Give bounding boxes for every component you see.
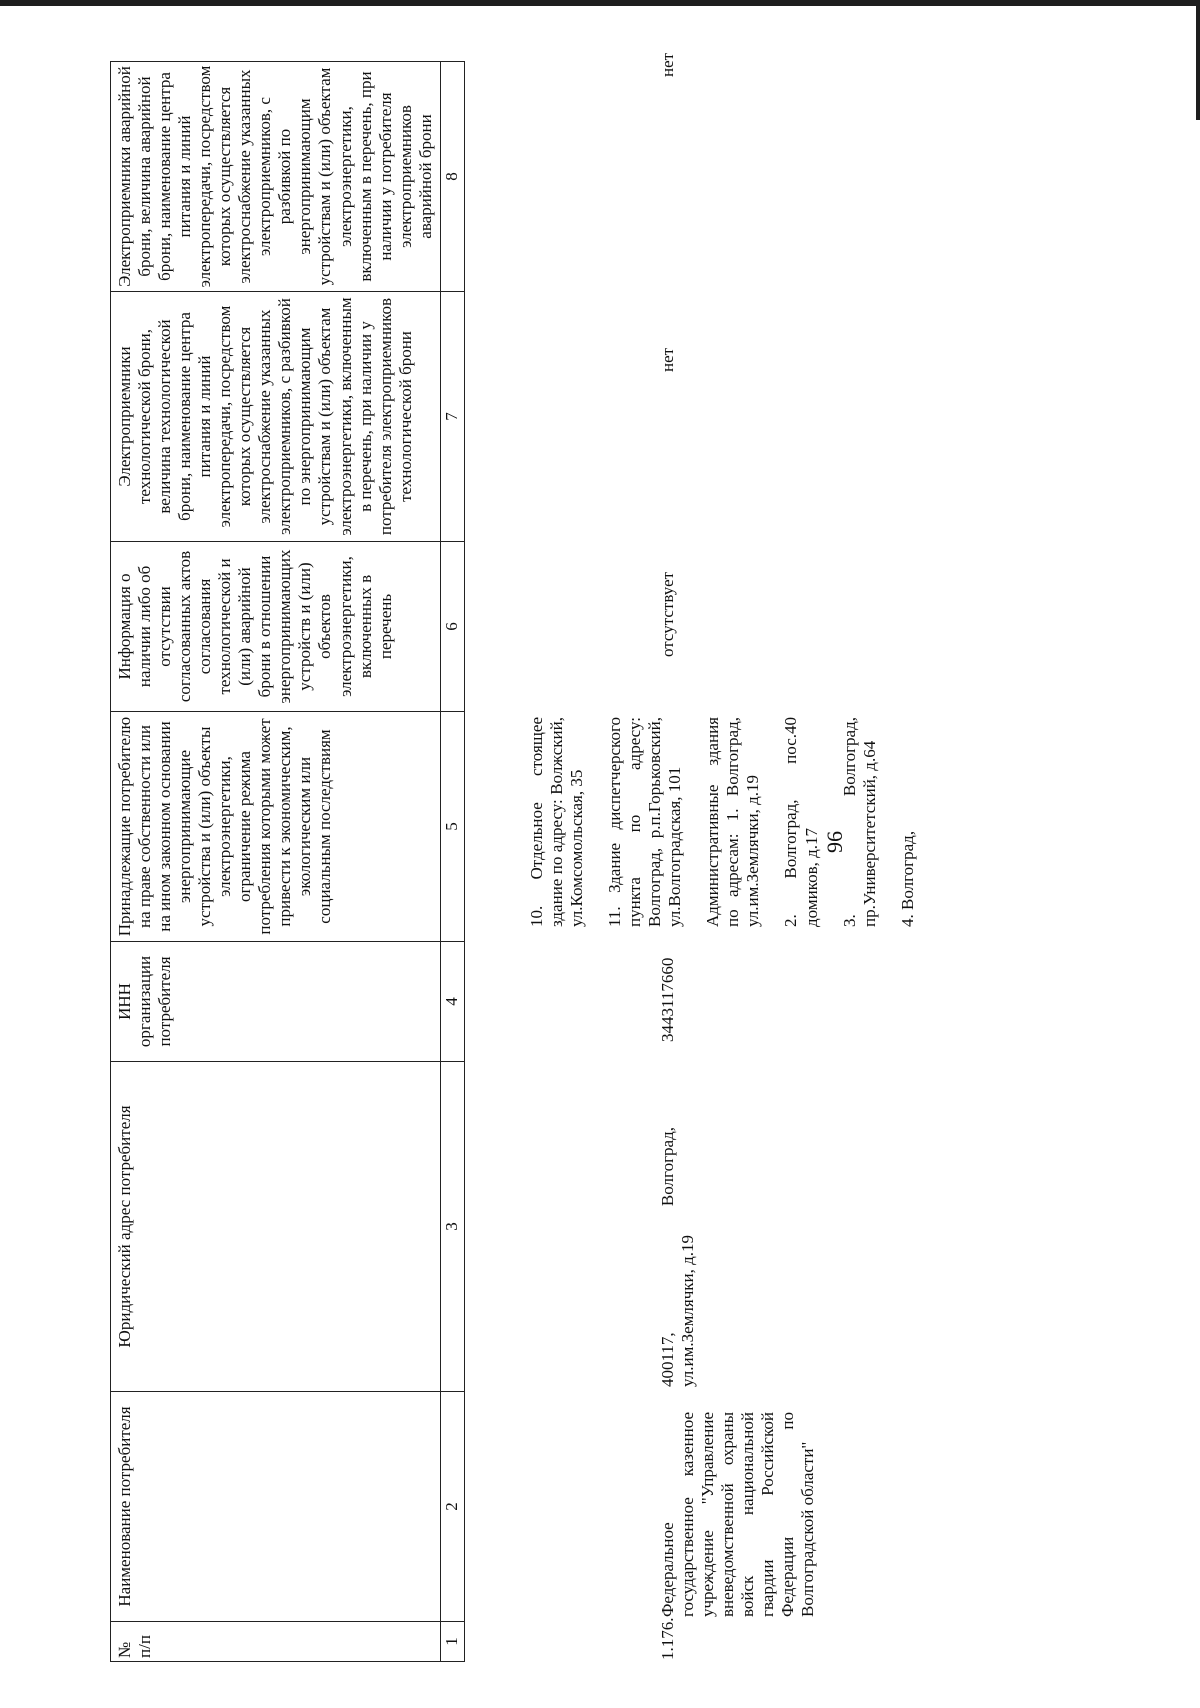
document-page-landscape [50, 12, 1080, 1662]
previous-object-item: 10. Отдельное стоящее здание по адресу: Волжский, ул.Комсомольская, 35 [527, 717, 587, 927]
consumer-name: Федеральное государственное казенное учреждение "Управление вневедомственной охраны войск национальной гвардии Российской Федерации по Волгоградской области" [658, 1412, 818, 1617]
header-emergency-reserve: Электроприемники аварийной брони, величина аварийной брони, наименование центра питания и линий электропередачи, посредством которых осуществляется электроснабжение указанных электроприемников, с разбивкой по энергопринимающим устройствам и (или) объектам электроэнергетики, включенным в перечень, при наличии у потребителя электроприемников аварийной брони [111, 62, 441, 292]
object-item: 3. Волгоград, пр.Университетский, д.64 [839, 717, 879, 927]
column-numbers-row [440, 62, 464, 1662]
consumers-table [110, 61, 465, 1662]
object-item: 4. Волгоград, [897, 830, 917, 927]
previous-object-item: 11. Здание диспетчерского пункта по адресу: Волгоград, р.п.Горьковский, ул.Волгоградская, 101 [605, 717, 685, 927]
page-number: 96 [822, 831, 847, 853]
header-consumer-name: Наименование потребителя [111, 1392, 441, 1622]
column-number: 6 [440, 542, 464, 712]
objects-list [527, 717, 936, 927]
column-number: 7 [440, 292, 464, 542]
legal-address: 400117, Волгоград, ул.им.Землячки, д.19 [658, 1127, 698, 1387]
header-technological-reserve: Электроприемники технологической брони, величина технологической брони, наименование центра питания и линий электропередачи, посредством которых осуществляется электроснабжение указанных электроприемников, с разбивкой по энергопринимающим устройствам и (или) объектам электроэнергетики, включенным в перечень, при наличии у потребителя электроприемников технологической брони [111, 292, 441, 542]
scan-edge-top [0, 0, 1200, 6]
table-header-row [111, 62, 441, 1662]
header-devices: Принадлежащие потребителю на праве собственности или на ином законном основании энергопринимающие устройства и (или) объекты электроэнергетики, ограничение режима потребления которыми может привести к экономическим, экологическим или социальным последствиям [111, 712, 441, 942]
acts-info-value: отсутствует [658, 571, 677, 657]
column-number: 2 [440, 1392, 464, 1622]
column-number: 3 [440, 1062, 464, 1392]
column-number: 8 [440, 62, 464, 292]
header-acts-info: Информация о наличии либо об отсутствии согласованных актов согласования технологической и (или) аварийной брони в отношении энергопринимающих устройств и (или) объектов электроэнергетики, включенных в перечень [111, 542, 441, 712]
header-inn: ИНН организации потребителя [111, 942, 441, 1062]
object-item: 2. Волгоград, пос.40 домиков, д.17 [781, 717, 821, 927]
header-number: № п/п [111, 1622, 441, 1662]
technological-reserve-value: нет [658, 347, 677, 372]
column-number: 4 [440, 942, 464, 1062]
header-legal-address: Юридический адрес потребителя [111, 1062, 441, 1392]
scan-edge-right [1196, 0, 1200, 120]
object-item: Административные здания по адресам: 1. Волгоград, ул.им.Землячки, д.19 [703, 717, 763, 927]
emergency-reserve-value: нет [658, 52, 677, 77]
column-number: 1 [440, 1622, 464, 1662]
record-number: 1.176. [658, 1617, 677, 1660]
inn-value: 3443117660 [658, 957, 677, 1042]
column-number: 5 [440, 712, 464, 942]
